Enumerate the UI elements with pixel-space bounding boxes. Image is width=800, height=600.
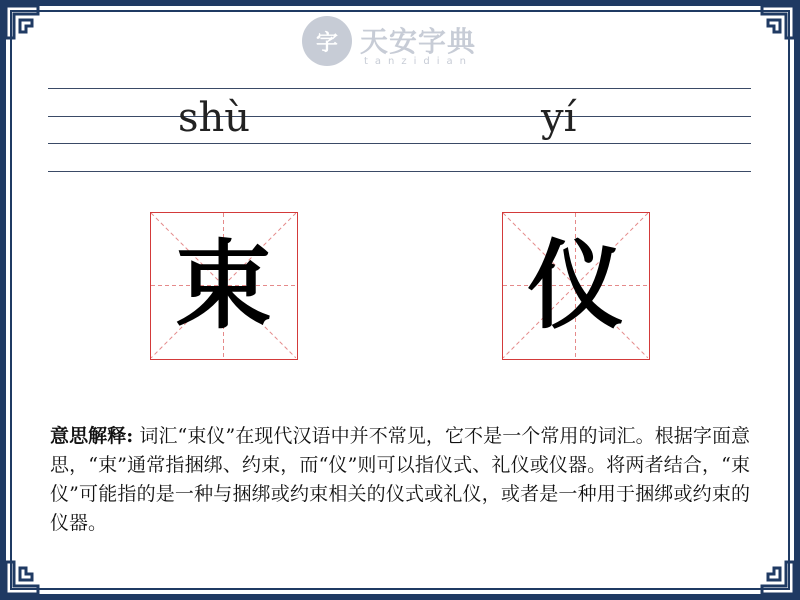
logo-subtitle: tanzidian [364,56,474,67]
logo-title: 天安字典 [360,25,477,58]
character-first: 束 [175,229,272,342]
pinyin-second: yí [541,95,577,141]
explanation-text: 词汇“束仪”在现代汉语中并不常见，它不是一个常用的词汇。根据字面意思，“束”通常指捆绑、约束，而“仪”则可以指仪式、礼仪或仪器。将两者结合，“束仪”可能指的是一种与捆绑或约束相关的仪式或礼仪，或者是一种用于捆绑或约束的仪器。 [50,425,751,534]
corner-ornament-icon [0,0,44,44]
character-second: 仪 [527,229,624,342]
corner-ornament-icon [756,556,800,600]
ruled-line [48,88,751,89]
ruled-line [48,171,751,172]
explanation-paragraph [50,422,750,538]
site-logo [302,14,502,70]
logo-mark-icon [302,16,352,66]
logo-mark: 字 [315,31,338,56]
pinyin-ruled-lines [48,88,751,172]
ruled-line [48,116,751,117]
explanation-label: 意思解释: [50,425,134,447]
character-grid-second [502,212,650,360]
corner-ornament-icon [0,556,44,600]
pinyin-first: shù [178,95,251,141]
character-grid-first [150,212,298,360]
ruled-line [48,143,751,144]
corner-ornament-icon [756,0,800,44]
